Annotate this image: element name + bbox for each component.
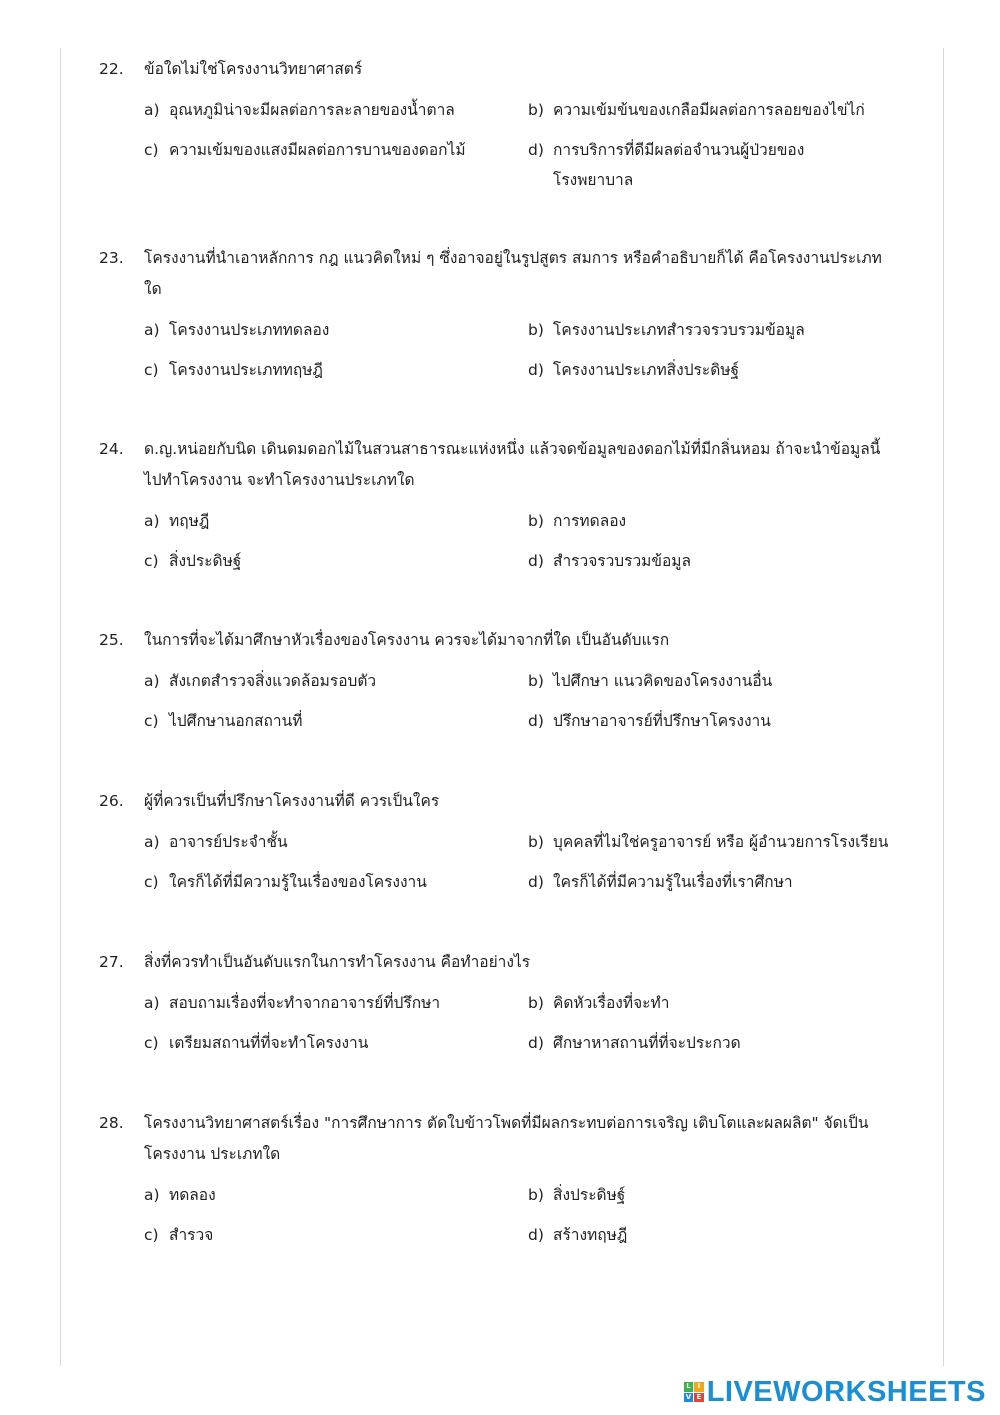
option-letter: b) [528, 321, 544, 339]
question-text: ในการที่จะได้มาศึกษาหัวเรื่องของโครงงาน ควรจะได้มาจากที่ใด เป็นอันดับแรก [144, 631, 670, 649]
question-25 [61, 625, 943, 730]
option-letter: c) [144, 361, 159, 379]
option-letter: b) [528, 1186, 544, 1204]
option-letter: d) [528, 141, 544, 159]
option-a[interactable] [144, 827, 514, 857]
question-number: 27. [99, 953, 124, 971]
option-letter: a) [144, 512, 160, 530]
option-letter: d) [528, 1034, 544, 1052]
question-number: 28. [99, 1114, 124, 1132]
option-letter: c) [144, 873, 159, 891]
option-b[interactable] [528, 506, 928, 536]
question-23 [61, 243, 943, 379]
logo-mark-icon [684, 1382, 704, 1402]
option-d[interactable] [528, 135, 828, 195]
option-text: อาจารย์ประจำชั้น [169, 833, 288, 851]
option-d[interactable] [528, 1028, 928, 1058]
option-d[interactable] [528, 867, 928, 897]
option-letter: c) [144, 141, 159, 159]
logo-mark-cell: E [694, 1393, 704, 1403]
logo-mark-cell: L [684, 1382, 694, 1392]
option-text: โครงงานประเภททฤษฎี [169, 361, 323, 379]
option-text: สำรวจ [169, 1226, 214, 1244]
question-text: สิ่งที่ควรทำเป็นอันดับแรกในการทำโครงงาน คือทำอย่างไร [144, 953, 531, 971]
question-number: 25. [99, 631, 124, 649]
option-c[interactable] [144, 1220, 514, 1250]
option-c[interactable] [144, 135, 514, 165]
option-letter: b) [528, 101, 544, 119]
question-28 [61, 1108, 943, 1244]
option-d[interactable] [528, 1220, 928, 1250]
option-letter: b) [528, 994, 544, 1012]
option-letter: a) [144, 833, 160, 851]
option-c[interactable] [144, 1028, 514, 1058]
option-text: อุณหภูมิน่าจะมีผลต่อการละลายของน้ำตาล [169, 101, 455, 119]
option-text: ทดลอง [169, 1186, 216, 1204]
option-text: โครงงานประเภทสิ่งประดิษฐ์ [553, 361, 740, 379]
option-b[interactable] [528, 988, 928, 1018]
logo-mark-cell: I [694, 1382, 704, 1392]
option-a[interactable] [144, 988, 514, 1018]
option-c[interactable] [144, 355, 514, 385]
option-a[interactable] [144, 95, 514, 125]
option-letter: a) [144, 994, 160, 1012]
option-b[interactable] [528, 827, 936, 857]
question-22 [61, 54, 943, 189]
option-letter: d) [528, 873, 544, 891]
option-b[interactable] [528, 95, 928, 125]
question-27 [61, 947, 943, 1052]
option-letter: c) [144, 712, 159, 730]
option-letter: a) [144, 1186, 160, 1204]
option-letter: a) [144, 321, 160, 339]
question-24 [61, 434, 943, 570]
option-b[interactable] [528, 666, 928, 696]
question-number: 22. [99, 60, 124, 78]
option-a[interactable] [144, 666, 514, 696]
question-text: โครงงานที่นำเอาหลักการ กฎ แนวคิดใหม่ ๆ ซึ่งอาจอยู่ในรูปสูตร สมการ หรือคำอธิบายก็ได้ คือโครงงานประเภทใด [144, 249, 882, 298]
option-text: สังเกตสำรวจสิ่งแวดล้อมรอบตัว [169, 672, 377, 690]
worksheet-page [60, 48, 944, 1366]
logo-text: LIVEWORKSHEETS [706, 1375, 986, 1408]
option-text: ปรึกษาอาจารย์ที่ปรึกษาโครงงาน [553, 712, 771, 730]
option-text: ใครก็ได้ที่มีความรู้ในเรื่องที่เราศึกษา [553, 873, 793, 891]
option-text: ความเข้มของแสงมีผลต่อการบานของดอกไม้ [169, 141, 466, 159]
option-text: ความเข้มข้นของเกลือมีผลต่อการลอยของไข่ไก่ [553, 101, 865, 119]
option-text: สอบถามเรื่องที่จะทำจากอาจารย์ที่ปรึกษา [169, 994, 441, 1012]
option-c[interactable] [144, 706, 514, 736]
question-text: ข้อใดไม่ใช่โครงงานวิทยาศาสตร์ [144, 60, 363, 78]
option-letter: d) [528, 1226, 544, 1244]
option-text: โครงงานประเภทสำรวจรวบรวมข้อมูล [553, 321, 805, 339]
option-letter: d) [528, 712, 544, 730]
option-text: เตรียมสถานที่ที่จะทำโครงงาน [169, 1034, 369, 1052]
option-text: โครงงานประเภททดลอง [169, 321, 330, 339]
option-text: คิดหัวเรื่องที่จะทำ [553, 994, 670, 1012]
option-a[interactable] [144, 1180, 514, 1210]
option-letter: c) [144, 1226, 159, 1244]
option-b[interactable] [528, 315, 928, 345]
option-letter: d) [528, 552, 544, 570]
option-c[interactable] [144, 546, 514, 576]
option-text: ไปศึกษานอกสถานที่ [169, 712, 303, 730]
option-text: ศึกษาหาสถานที่ที่จะประกวด [553, 1034, 741, 1052]
option-a[interactable] [144, 315, 514, 345]
question-26 [61, 786, 943, 891]
option-letter: b) [528, 833, 544, 851]
option-letter: a) [144, 672, 160, 690]
option-letter: b) [528, 512, 544, 530]
option-letter: b) [528, 672, 544, 690]
option-a[interactable] [144, 506, 514, 536]
option-letter: d) [528, 361, 544, 379]
question-number: 23. [99, 249, 124, 267]
logo-mark-cell: V [684, 1393, 694, 1403]
option-text: สิ่งประดิษฐ์ [553, 1186, 626, 1204]
option-text: สิ่งประดิษฐ์ [169, 552, 242, 570]
question-text: ผู้ที่ควรเป็นที่ปรึกษาโครงงานที่ดี ควรเป็นใคร [144, 792, 440, 810]
option-text: ไปศึกษา แนวคิดของโครงงานอื่น [553, 672, 773, 690]
option-text: การทดลอง [553, 512, 627, 530]
option-letter: c) [144, 552, 159, 570]
option-text: การบริการที่ดีมีผลต่อจำนวนผู้ป่วยของโรงพยาบาล [553, 141, 805, 189]
option-text: สร้างทฤษฎี [553, 1226, 628, 1244]
option-d[interactable] [528, 706, 928, 736]
option-d[interactable] [528, 355, 928, 385]
question-number: 26. [99, 792, 124, 810]
option-b[interactable] [528, 1180, 928, 1210]
option-text: ใครก็ได้ที่มีความรู้ในเรื่องของโครงงาน [169, 873, 427, 891]
option-text: บุคคลที่ไม่ใช่ครูอาจารย์ หรือ ผู้อำนวยการโรงเรียน [553, 833, 889, 851]
option-letter: c) [144, 1034, 159, 1052]
question-text: ด.ญ.หน่อยกับนิด เดินดมดอกไม้ในสวนสาธารณะแห่งหนึ่ง แล้วจดข้อมูลของดอกไม้ที่มีกลิ่นหอม ถ้าจะนำข้อมูลนี้ไปทำโครงงาน จะทำโครงงานประเภทใด [144, 440, 881, 489]
liveworksheets-logo[interactable] [684, 1377, 986, 1407]
option-d[interactable] [528, 546, 928, 576]
option-letter: a) [144, 101, 160, 119]
question-number: 24. [99, 440, 124, 458]
question-text: โครงงานวิทยาศาสตร์เรื่อง "การศึกษาการ ตัดใบข้าวโพดที่มีผลกระทบต่อการเจริญ เติบโตและผลผลิต" จัดเป็นโครงงาน ประเภทใด [144, 1114, 869, 1163]
option-text: ทฤษฎี [169, 512, 210, 530]
option-c[interactable] [144, 867, 514, 897]
option-text: สำรวจรวบรวมข้อมูล [553, 552, 692, 570]
